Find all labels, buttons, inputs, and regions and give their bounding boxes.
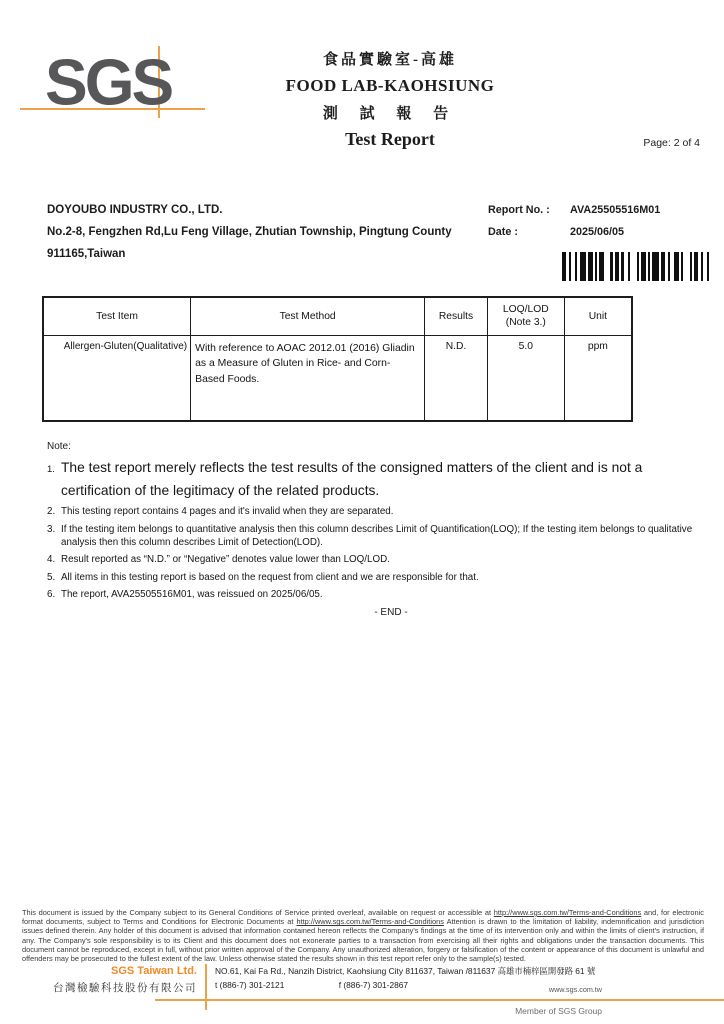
cell-loq-lod: 5.0 [487, 335, 564, 421]
client-name: DOYOUBO INDUSTRY CO., LTD. [47, 204, 223, 216]
barcode-bar [610, 252, 612, 281]
disclaimer-segment: Attention is drawn to the limitation of liability, indemnification and jurisdiction issues defined therein. Any holder of this document is advised that information contained hereon reflects the Company's findings at the time of its intervention only and within the limits of client's instruction, if any. The Company's sole responsibility is to its Client and this document does not exonerate parties to a transaction from exercising all their rights and obligations under the transaction documents. This document cannot be reproduced, except in full, without prior written approval of the Company. Any unauthorized alteration, forgery or falsification of the content or appearance of this document is unlawful and offenders may be prosecuted to the fullest extent of the law. Unless otherwise stated the results shown in this test report refer only to the sample(s) tested. [22, 917, 704, 964]
cell-test-item: Allergen-Gluten(Qualitative) [43, 335, 191, 421]
terms-and-conditions-link[interactable]: http://www.sgs.com.tw/Terms-and-Conditions [296, 917, 444, 927]
table-header-row [43, 297, 632, 335]
report-title-en: Test Report [345, 129, 435, 149]
cell-unit: ppm [564, 335, 632, 421]
barcode-bar [569, 252, 571, 281]
report-date-label: Date : [488, 226, 518, 238]
terms-and-conditions-link[interactable]: http://www.sgs.com.tw/Terms-and-Conditions [493, 908, 642, 917]
footer-company-block [30, 965, 197, 995]
footer-tel: t (886-7) 301-2121 [215, 980, 285, 990]
results-table [42, 296, 633, 422]
col-header-unit: Unit [564, 297, 632, 335]
barcode-bar [595, 252, 597, 281]
footer-website[interactable]: www.sgs.com.tw [548, 985, 602, 994]
disclaimer-segment: This document is issued by the Company subject to its General Conditions of Service printed overleaf, available on request or accessible at [22, 908, 494, 917]
footer-address: NO.61, Kai Fa Rd., Nanzih District, Kaohsiung City 811637, Taiwan /811637 高雄市楠梓區開發路 61 號 [215, 966, 596, 976]
footer-divider-horizontal [155, 999, 724, 1001]
barcode-bar [580, 252, 587, 281]
report-no-value: AVA25505516M01 [570, 204, 661, 216]
barcode-bar [599, 252, 603, 281]
footer-member-label: Member of SGS Group [515, 1006, 602, 1016]
page-number: Page: 2 of 4 [643, 137, 700, 149]
disclaimer-text [22, 908, 704, 963]
notes-label: Note: [47, 441, 71, 452]
lab-name-zh: 食品實驗室-高雄 [323, 52, 457, 68]
col-header-results: Results [425, 297, 488, 335]
note-item-1: 1. The test report merely reflects the test results of the consigned matters of the client and is not a certification of the legitimacy of the related products. [47, 460, 643, 498]
barcode-bar [575, 252, 577, 281]
barcode-bar [661, 252, 665, 281]
note-item-3: 3. If the testing item belongs to quantitative analysis then this column describes Limit of Quantification(LOQ); If the testing item belongs to qualitative analysis then this column describes Limit of Detection(LOD). [47, 523, 693, 548]
report-title-block [160, 48, 620, 150]
end-marker: - END - [374, 607, 408, 618]
lab-name-en: FOOD LAB-KAOHSIUNG [285, 76, 495, 95]
footer-company-zh: 台灣檢驗科技股份有限公司 [53, 982, 197, 994]
barcode-bar [637, 252, 639, 281]
report-meta [488, 199, 660, 243]
col-header-loq-lod: LOQ/LOD (Note 3.) [487, 297, 564, 335]
sgs-logo-text: SGS [45, 45, 172, 119]
barcode [562, 252, 712, 281]
barcode-bar [674, 252, 678, 281]
barcode-bar [648, 252, 650, 281]
client-address-line1: No.2-8, Fengzhen Rd,Lu Feng Village, Zhutian Township, Pingtung County [47, 226, 452, 238]
barcode-bar [621, 252, 623, 281]
barcode-bar [628, 252, 630, 281]
barcode-bar [694, 252, 698, 281]
barcode-bar [588, 252, 592, 281]
cell-results: N.D. [425, 335, 488, 421]
barcode-bar [681, 252, 683, 281]
footer-company-en: SGS Taiwan Ltd. [111, 965, 197, 977]
barcode-bar [652, 252, 659, 281]
disclaimer-segment: and, for electronic format documents, subject to Terms and Conditions for Electronic Documents at [22, 908, 704, 927]
report-no-label: Report No. : [488, 204, 550, 216]
table-row [43, 335, 632, 421]
footer-divider-vertical [205, 964, 207, 1010]
footer-fax: f (886-7) 301-2867 [338, 980, 409, 990]
cell-test-method: With reference to AOAC 2012.01 (2016) Gliadin as a Measure of Gluten in Rice- and Corn- Based Foods. [191, 335, 425, 421]
note-item-6: 6. The report, AVA25505516M01, was reissued on 2025/06/05. [47, 589, 323, 600]
barcode-bar [701, 252, 703, 281]
notes-section [47, 441, 695, 618]
report-date-value: 2025/06/05 [570, 226, 625, 238]
report-title-zh: 測 試 報 告 [322, 106, 458, 122]
barcode-bar [641, 252, 645, 281]
barcode-bar [668, 252, 670, 281]
col-header-test-method: Test Method [191, 297, 425, 335]
barcode-bar [562, 252, 566, 281]
note-item-4: 4. Result reported as “N.D.” or “Negative” denotes value lower than LOQ/LOD. [47, 554, 390, 565]
client-address-line2: 911165,Taiwan [47, 248, 126, 260]
footer-phones [215, 980, 460, 990]
note-item-5: 5. All items in this testing report is based on the request from client and we are responsible for that. [47, 571, 479, 583]
client-info [47, 199, 477, 265]
barcode-bar [707, 252, 709, 281]
barcode-bar [615, 252, 619, 281]
note-item-2: 2. This testing report contains 4 pages and it's invalid when they are separated. [47, 506, 394, 517]
col-header-test-item: Test Item [43, 297, 191, 335]
barcode-bar [690, 252, 692, 281]
